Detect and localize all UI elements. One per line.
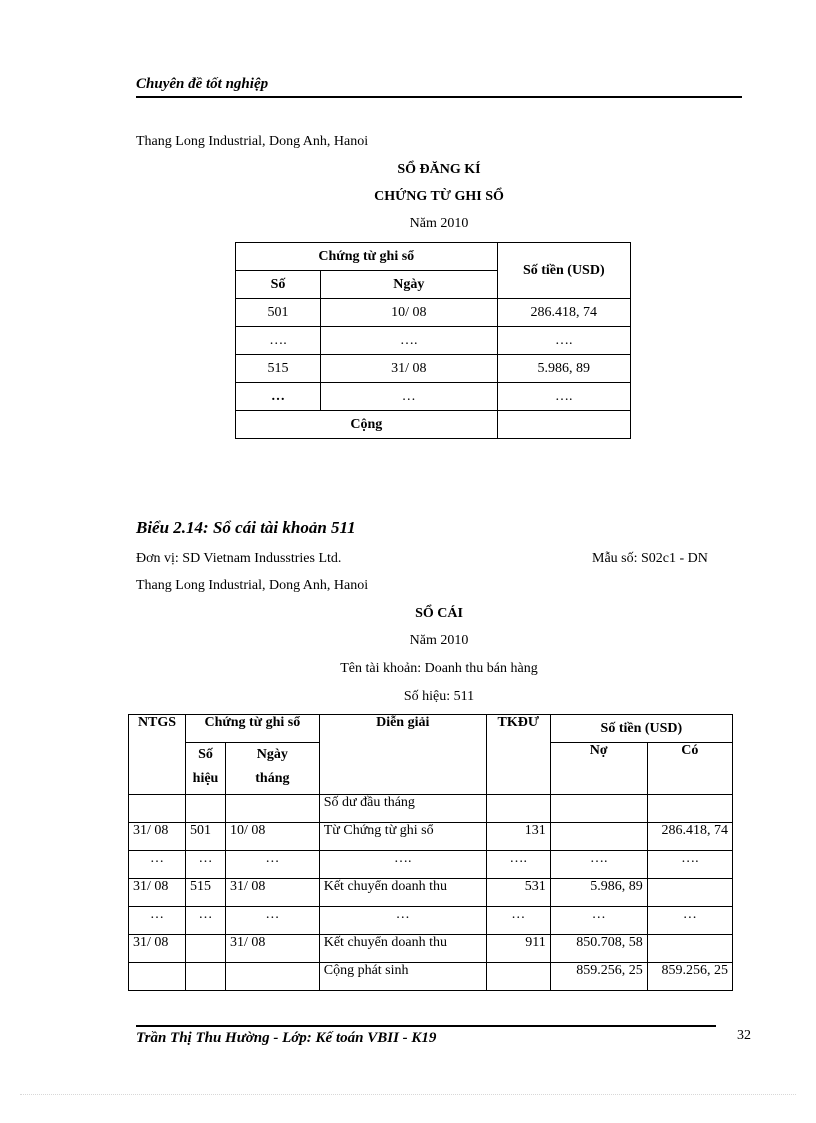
ledger-cell-ngay: 31/ 08 — [226, 935, 320, 963]
ledger-col-so-hieu — [186, 743, 226, 795]
ledger-cell-no: … — [550, 907, 647, 935]
ledger-account-name: Tên tài khoản: Doanh thu bán hàng — [340, 661, 538, 676]
ledger-cell-so: … — [186, 851, 226, 879]
ledger-cell-dien-giai: Kết chuyển doanh thu — [319, 879, 486, 907]
footer-rule — [136, 1025, 716, 1027]
ledger-table — [128, 714, 733, 991]
ledger-cell-so — [186, 963, 226, 991]
ledger-cell-ntgs — [129, 795, 186, 823]
page-bottom-dotted-rule — [20, 1094, 796, 1095]
ledger-cell-ngay: … — [226, 907, 320, 935]
register-cell-so: 515 — [236, 355, 321, 383]
ledger-cell-ntgs — [129, 963, 186, 991]
ledger-cell-ntgs: 31/ 08 — [129, 879, 186, 907]
register-total-label: Cộng — [236, 411, 498, 439]
ledger-col-so-hieu-line2: hiệu — [192, 771, 219, 786]
ledger-cell-ntgs: … — [129, 851, 186, 879]
register-cell-ngay: 10/ 08 — [321, 299, 498, 327]
table-row — [129, 907, 733, 935]
ledger-title: SỔ CÁI — [415, 606, 463, 621]
ledger-cell-ngay — [226, 963, 320, 991]
ledger-cell-no: 5.986, 89 — [550, 879, 647, 907]
ledger-cell-dien-giai: … — [319, 907, 486, 935]
ledger-cell-dien-giai: Số dư đầu tháng — [319, 795, 486, 823]
ledger-cell-dien-giai: Cộng phát sinh — [319, 963, 486, 991]
ledger-year: Năm 2010 — [409, 633, 469, 648]
ledger-col-ngay-thang — [226, 743, 320, 795]
ledger-cell-co — [647, 935, 732, 963]
register-cell-ngay: …. — [321, 327, 498, 355]
ledger-col-tkdu: TKĐƯ — [486, 715, 550, 795]
ledger-cell-tkdu: … — [486, 907, 550, 935]
ledger-col-so-hieu-line1: Số — [198, 747, 213, 762]
ledger-cell-tkdu: 911 — [486, 935, 550, 963]
register-col-ngay: Ngày — [321, 271, 498, 299]
ledger-col-ntgs: NTGS — [129, 715, 186, 795]
ledger-form-no: Mẫu số: S02c1 - DN — [592, 551, 708, 566]
ledger-cell-so — [186, 795, 226, 823]
ledger-cell-dien-giai: Kết chuyển doanh thu — [319, 935, 486, 963]
ledger-cell-tkdu: 531 — [486, 879, 550, 907]
register-cell-ngay: … — [321, 383, 498, 411]
register-year: Năm 2010 — [409, 216, 469, 231]
header-rule — [136, 96, 742, 98]
ledger-cell-co — [647, 879, 732, 907]
register-cell-amount: 286.418, 74 — [497, 299, 630, 327]
page-header-title: Chuyên đề tốt nghiệp — [136, 76, 269, 92]
ledger-unit: Đơn vị: SD Vietnam Indusstries Ltd. — [136, 551, 342, 566]
table-row — [236, 299, 631, 327]
ledger-cell-co: …. — [647, 851, 732, 879]
ledger-cell-tkdu: 131 — [486, 823, 550, 851]
ledger-col-voucher: Chứng từ ghi sổ — [186, 715, 320, 743]
ledger-cell-no — [550, 795, 647, 823]
ledger-cell-so: 515 — [186, 879, 226, 907]
register-address: Thang Long Industrial, Dong Anh, Hanoi — [136, 134, 369, 149]
ledger-cell-so: … — [186, 907, 226, 935]
register-cell-so: …. — [236, 327, 321, 355]
footer-author: Trần Thị Thu Hường - Lớp: Kế toán VBII - K19 — [136, 1030, 437, 1046]
ledger-cell-ngay — [226, 795, 320, 823]
section-title: Biểu 2.14: Sổ cái tài khoản 511 — [136, 518, 356, 537]
register-title-1: SỔ ĐĂNG KÍ — [397, 162, 481, 177]
register-col-so: Số — [236, 271, 321, 299]
ledger-cell-so: 501 — [186, 823, 226, 851]
ledger-cell-no: 859.256, 25 — [550, 963, 647, 991]
ledger-cell-ntgs: 31/ 08 — [129, 823, 186, 851]
ledger-col-ngay-thang-line2: tháng — [255, 771, 290, 786]
ledger-cell-ngay: 10/ 08 — [226, 823, 320, 851]
register-col-group: Chứng từ ghi sổ — [236, 243, 498, 271]
table-row — [129, 963, 733, 991]
ledger-col-dien-giai: Diễn giải — [319, 715, 486, 795]
register-cell-ngay: 31/ 08 — [321, 355, 498, 383]
ledger-col-no: Nợ — [550, 743, 647, 795]
ledger-cell-dien-giai: …. — [319, 851, 486, 879]
register-table — [235, 242, 631, 439]
register-cell-amount: …. — [497, 383, 630, 411]
table-row — [236, 355, 631, 383]
register-cell-so: 501 — [236, 299, 321, 327]
register-cell-amount: 5.986, 89 — [497, 355, 630, 383]
ledger-cell-tkdu: …. — [486, 851, 550, 879]
ledger-cell-ntgs: 31/ 08 — [129, 935, 186, 963]
table-row — [129, 851, 733, 879]
register-cell-so: … — [236, 383, 321, 411]
ledger-cell-co: 859.256, 25 — [647, 963, 732, 991]
table-row — [236, 411, 631, 439]
ledger-cell-co — [647, 795, 732, 823]
ledger-col-amount: Số tiền (USD) — [550, 715, 732, 743]
ledger-cell-ngay: … — [226, 851, 320, 879]
register-col-amount: Số tiền (USD) — [497, 243, 630, 299]
ledger-col-ngay-thang-line1: Ngày — [256, 747, 288, 762]
register-cell-amount: …. — [497, 327, 630, 355]
ledger-cell-ntgs: … — [129, 907, 186, 935]
ledger-col-co: Có — [647, 743, 732, 795]
ledger-cell-no — [550, 823, 647, 851]
page-number: 32 — [737, 1028, 751, 1043]
ledger-cell-tkdu — [486, 795, 550, 823]
ledger-cell-co: 286.418, 74 — [647, 823, 732, 851]
table-row — [236, 327, 631, 355]
ledger-cell-so — [186, 935, 226, 963]
ledger-cell-tkdu — [486, 963, 550, 991]
ledger-cell-ngay: 31/ 08 — [226, 879, 320, 907]
ledger-cell-no: 850.708, 58 — [550, 935, 647, 963]
ledger-cell-dien-giai: Từ Chứng từ ghi sổ — [319, 823, 486, 851]
table-row — [129, 879, 733, 907]
table-row — [129, 823, 733, 851]
ledger-cell-no: …. — [550, 851, 647, 879]
register-total-amount — [497, 411, 630, 439]
table-row — [236, 383, 631, 411]
ledger-account-no: Số hiệu: 511 — [403, 689, 475, 704]
ledger-cell-co: … — [647, 907, 732, 935]
ledger-address: Thang Long Industrial, Dong Anh, Hanoi — [136, 578, 369, 593]
register-title-2: CHỨNG TỪ GHI SỔ — [374, 189, 504, 204]
table-row — [129, 935, 733, 963]
table-row — [129, 795, 733, 823]
